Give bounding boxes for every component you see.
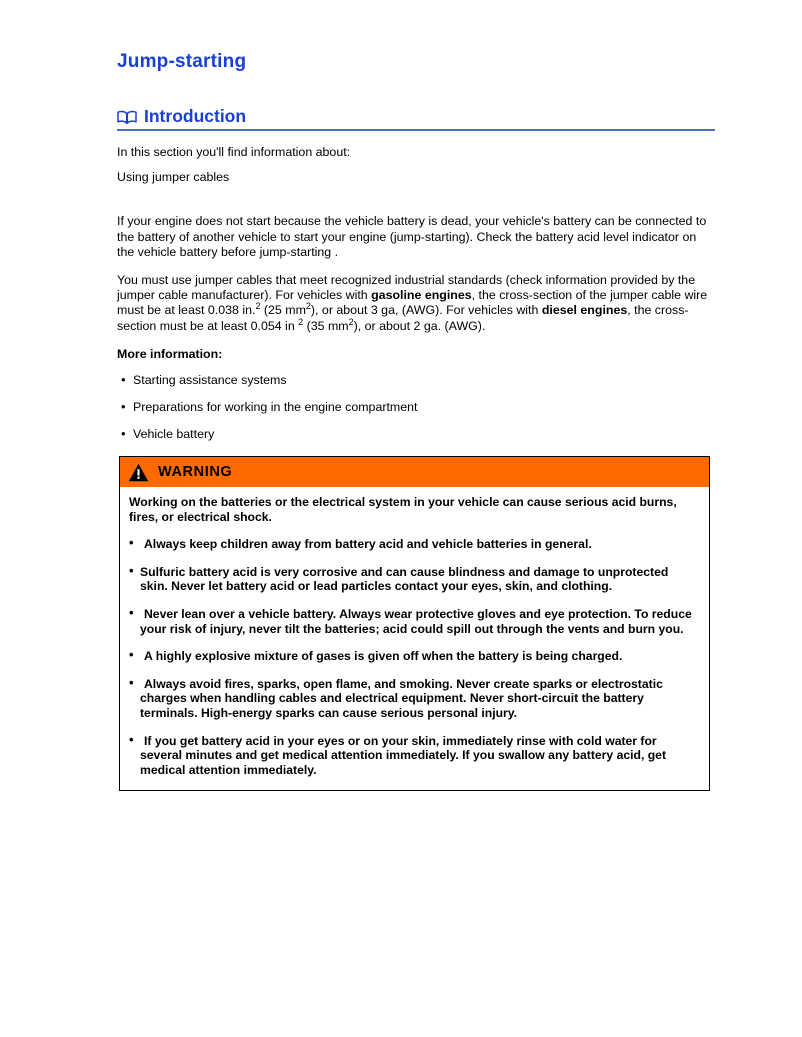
warning-list-item <box>129 537 699 552</box>
warning-header <box>120 457 709 487</box>
section-heading <box>117 106 715 126</box>
warning-item-text: A highly explosive mixture of gases is given off when the battery is being charged. <box>144 649 623 664</box>
spec-part-7: ), or about 2 ga. (AWG). <box>353 318 486 333</box>
spec-part-5: , the cross-section must be at least 0.054 in <box>117 303 689 333</box>
warning-item-text: If you get battery acid in your eyes or on your skin, immediately rinse with cold water for several minutes and get medical attention immediately. If you swallow any battery acid, get medical attention immediately. <box>140 733 667 777</box>
warning-item-text: Sulfuric battery acid is very corrosive and can cause blindness and damage to unprotected skin. Never let battery acid or lead particles contact your eyes, skin, and clothing. <box>140 564 669 594</box>
list-item[interactable]: • Preparations for working in the engine compartment <box>117 400 715 415</box>
spec-part-6: (35 mm <box>303 318 349 333</box>
spec-bold-gasoline: gasoline engines <box>371 288 472 303</box>
paragraph-cable-spec <box>117 273 715 334</box>
warning-intro: Working on the batteries or the electrical system in your vehicle can cause serious acid burns, fires, or electrical shock. <box>129 495 677 524</box>
warning-list-item <box>129 565 699 594</box>
warning-list-item <box>129 677 699 721</box>
spec-part-2: , the cross-section of the jumper cable wire must be at least 0.038 in. <box>117 288 708 318</box>
intro-line: In this section you'll find information about: <box>117 145 351 160</box>
section-heading-group <box>117 106 715 131</box>
warning-item-text: Never lean over a vehicle battery. Always wear protective gloves and eye protection. To reduce your risk of injury, never tilt the batteries; acid could spill out through the vents and burn you. <box>140 606 692 636</box>
page-title: Jump-starting <box>117 51 247 72</box>
paragraph-jumpstart: If your engine does not start because the vehicle battery is dead, your vehicle's battery can be connected to the battery of another vehicle to start your engine (jump-starting). Check the battery acid level indicator on the vehicle battery before jump-starting . <box>117 214 707 259</box>
warning-label: WARNING <box>158 464 233 480</box>
more-information-list <box>117 373 715 442</box>
warning-list-item <box>129 607 699 636</box>
list-item[interactable]: • Vehicle battery <box>117 427 715 442</box>
warning-item-text: Always keep children away from battery acid and vehicle batteries in general. <box>144 537 592 552</box>
warning-item-text: Always avoid fires, sparks, open flame, and smoking. Never create sparks or electrostatic charges when handling cables and electrical equipment. Never short-circuit the battery terminals. High-energy sparks can cause serious personal injury. <box>140 676 663 720</box>
spec-sup-1: 2 <box>255 301 261 312</box>
warning-list <box>129 537 699 777</box>
spec-part-3: (25 mm <box>260 303 306 318</box>
warning-body <box>120 487 709 790</box>
spec-part-4: ), or about 3 ga, (AWG). For vehicles with <box>310 303 542 318</box>
spec-sup-4: 2 <box>348 316 354 327</box>
open-book-icon <box>117 109 137 124</box>
more-information-label: More information: <box>117 346 223 361</box>
spec-sup-3: 2 <box>298 316 304 327</box>
document-content <box>117 52 715 462</box>
list-item[interactable]: • Starting assistance systems <box>117 373 715 388</box>
warning-list-item <box>129 649 699 664</box>
spec-sup-2: 2 <box>305 301 311 312</box>
spec-part-1: You must use jumper cables that meet recognized industrial standards (check information provided by the jumper cable manufacturer). For vehicles with <box>117 273 696 303</box>
intro-subject: Using jumper cables <box>117 170 230 185</box>
section-heading-label: Introduction <box>144 105 247 126</box>
warning-box <box>119 456 710 791</box>
warning-triangle-icon <box>128 463 149 482</box>
warning-list-item <box>129 734 699 778</box>
spec-bold-diesel: diesel engines <box>541 303 628 318</box>
section-divider <box>117 129 715 131</box>
